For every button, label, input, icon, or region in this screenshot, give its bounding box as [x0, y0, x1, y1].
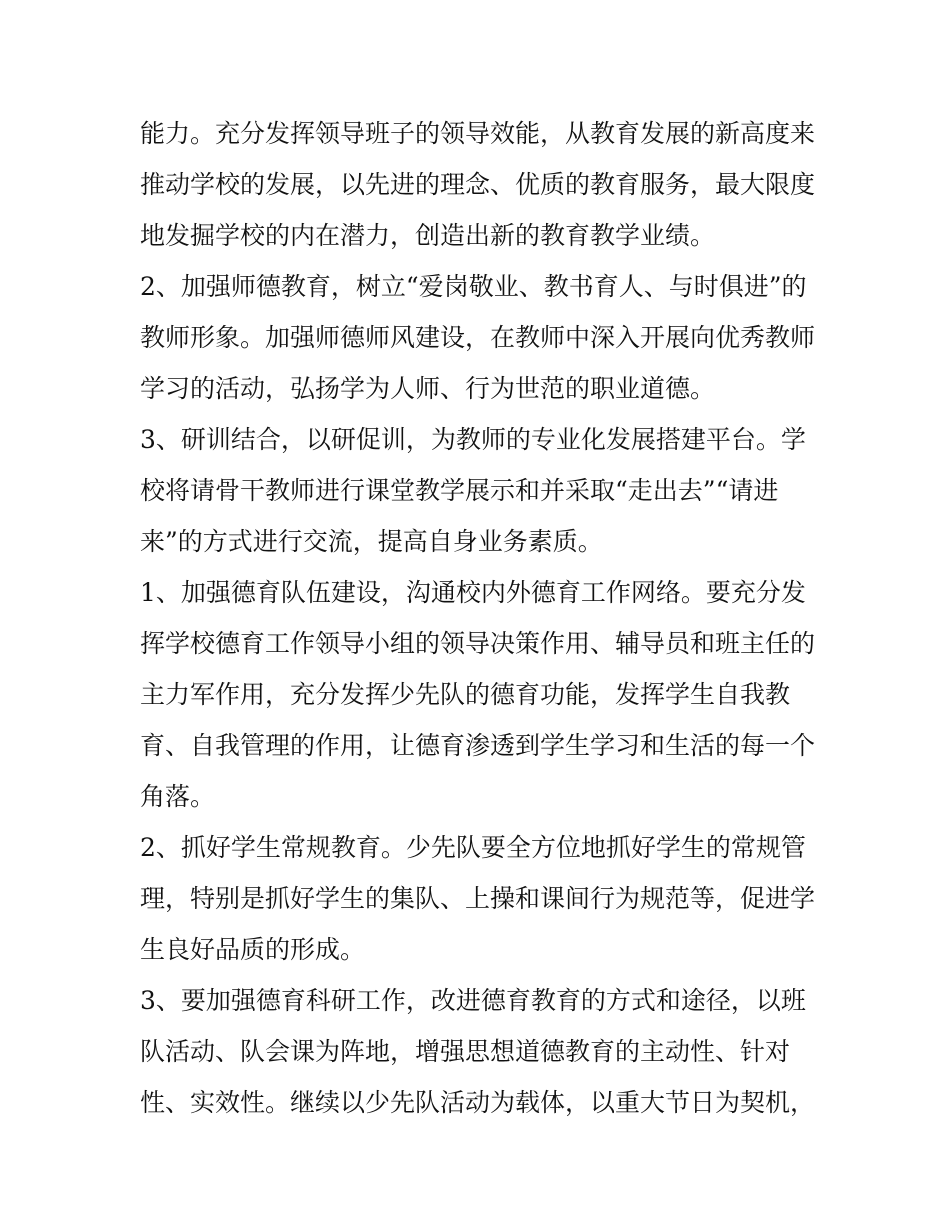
text-line: 生良好品质的形成。: [140, 935, 366, 964]
text-line: 推动学校的发展，以先进的理念、优质的教育服务，最大限度: [140, 170, 816, 199]
text-line: 校将请骨干教师进行课堂教学展示和并采取“走出去”“请进: [140, 476, 779, 505]
text-line: 3、研训结合，以研促训，为教师的专业化发展搭建平台。学: [140, 425, 806, 454]
text-line: 挥学校德育工作领导小组的领导决策作用、辅导员和班主任的: [140, 629, 816, 658]
text-line: 主力军作用，充分发挥少先队的德育功能，发挥学生自我教: [140, 680, 791, 709]
text-line: 队活动、队会课为阵地，增强思想道德教育的主动性、针对: [140, 1037, 791, 1066]
text-line: 学习的活动，弘扬学为人师、行为世范的职业道德。: [140, 374, 716, 403]
text-line: 2、抓好学生常规教育。少先队要全方位地抓好学生的常规管: [140, 833, 806, 862]
document-body: [140, 108, 820, 1128]
text-line: 理，特别是抓好学生的集队、上操和课间行为规范等，促进学: [140, 884, 816, 913]
text-line: 性、实效性。继续以少先队活动为载体，以重大节日为契机，: [140, 1088, 816, 1117]
text-line: 来”的方式进行交流，提高自身业务素质。: [140, 527, 603, 556]
text-line: 育、自我管理的作用，让德育渗透到学生学习和生活的每一个: [140, 731, 816, 760]
text-line: 2、加强师德教育，树立“爱岗敬业、教书育人、与时俱进”的: [140, 272, 807, 301]
text-line: 能力。充分发挥领导班子的领导效能，从教育发展的新高度来: [140, 119, 816, 148]
text-line: 3、要加强德育科研工作，改进德育教育的方式和途径，以班: [140, 986, 806, 1015]
text-line: 地发掘学校的内在潜力，创造出新的教育教学业绩。: [140, 221, 716, 250]
text-line: 教师形象。加强师德师风建设，在教师中深入开展向优秀教师: [140, 323, 816, 352]
text-line: 1、加强德育队伍建设，沟通校内外德育工作网络。要充分发: [140, 578, 806, 607]
text-line: 角落。: [140, 782, 216, 811]
